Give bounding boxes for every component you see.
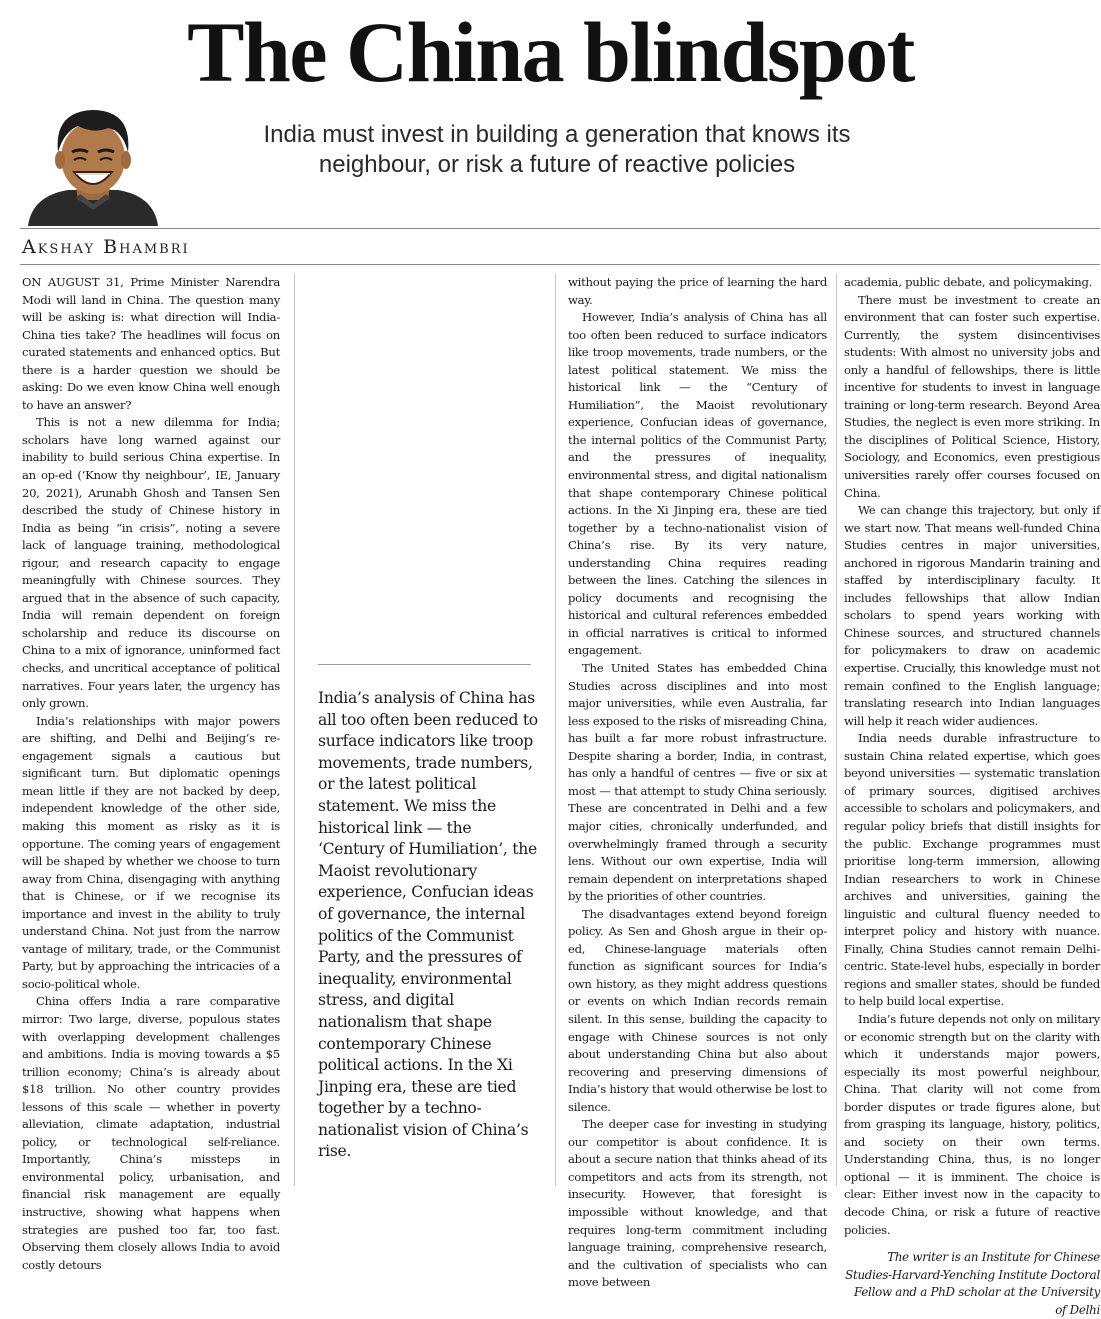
- article-column-3: [568, 274, 827, 1290]
- paragraph: There must be investment to create an environment that can foster such expertise. Currently, the system disincentivises students: With almost no university jobs and only a handful of fellowships, there is little incentive for students to invest in language training or long-term research. Beyond Area Studies, the neglect is even more striking. In the disciplines of Political Science, History, Sociology, and Economics, even prestigious universities rarely offer courses focused on China.: [844, 292, 1100, 500]
- pull-quote-rule: [318, 664, 531, 665]
- byline-rule-top: [20, 228, 1100, 229]
- column-divider: [555, 274, 556, 1186]
- paragraph: The United States has embedded China Studies across disciplines and into most major universities, while even Australia, far less exposed to the risks of misreading China, has built a far more robust infrastructure. Despite sharing a border, India, in contrast, has only a handful of centres — five or six at most — that attempt to study China seriously. These are concentrated in Delhi and a few major cities, chronically underfunded, and overwhelmingly framed through a security lens. Without our own expertise, India will remain dependent on interpretations shaped by the priorities of other countries.: [568, 661, 827, 904]
- paragraph: This is not a new dilemma for India; scholars have long warned against our inability to build serious China expertise. In an op-ed (‘Know thy neighbour’, IE, January 20, 2021), Arunabh Ghosh and Tansen Sen described the study of Chinese history in India as being “in crisis”, noting a severe lack of language training, methodological rigour, and research capacity to engage meaningfully with Chinese sources. They argued that in the absence of such capacity, India will remain dependent on foreign scholarship and reduce its discourse on China to a mix of ignorance, uninformed fact checks, and uncritical acceptance of political narratives. Four years later, the urgency has only grown.: [22, 415, 280, 711]
- paragraph: The disadvantages extend beyond foreign policy. As Sen and Ghosh argue in their op-ed, Chinese-language materials often function as significant sources for India’s own history, as they might address questions or events on which Indian records remain silent. In this sense, building the capacity to engage with Chinese sources is not only about understanding China but also about recovering and preserving dimensions of India’s history that would otherwise be lost to silence.: [568, 906, 827, 1114]
- paragraph: However, India’s analysis of China has all too often been reduced to surface indicators like troop movements, trade numbers, or the latest political statement. We miss the historical link — the “Century of Humiliation”, the Maoist revolutionary experience, Confucian ideas of governance, the internal politics of the Communist Party, and the pressures of inequality, environmental stress, and digital nationalism that shape contemporary Chinese political actions. In the Xi Jinping era, these are tied together by a techno-nationalist vision of China’s rise. By its very nature, understanding China requires reading between the lines. Catching the silences in policy documents and recognising the historical and cultural references embedded in official narratives is critical to informed engagement.: [568, 310, 827, 658]
- article-column-4: [844, 274, 1100, 1317]
- author-byline: Akshay Bhambri: [22, 236, 190, 258]
- column-divider: [294, 274, 295, 1186]
- paragraph: China offers India a rare comparative mirror: Two large, diverse, populous states with overlapping development challenges and ambitions. India is moving towards a $5 trillion economy; China’s is already about $18 trillion. No other country provides lessons of this scale — whether in poverty alleviation, climate adaptation, industrial policy, or technological self-reliance. Importantly, China’s missteps in environmental policy, urbanisation, and financial risk management are equally instructive, showing what happens when strategies are pushed too far, too fast. Observing them closely allows India to avoid costly detours: [22, 994, 280, 1272]
- subheadline-deck: India must invest in building a generation that knows its neighbour, or risk a future of reactive policies: [263, 121, 851, 178]
- paragraph: India’s relationships with major powers are shifting, and Delhi and Beijing’s re-engagement signals a cautious but significant turn. But diplomatic openings mean little if they are not backed by deep, independent knowledge of the other side, making this moment as risky as it is opportune. The coming years of engagement will be shaped by whether we choose to turn away from China, disengaging with anything that is Chinese, or if we recognise its importance and invest in the ability to truly understand China. Not just from the narrow vantage of military, trade, or the Communist Party, but by approaching the intricacies of a socio-political whole.: [22, 713, 280, 991]
- pull-quote: India’s analysis of China has all too often been reduced to surface indicators like troop movements, trade numbers, or the latest political statement. We miss the historical link — the ‘Century of Humiliation’, the Maoist revolutionary experience, Confucian ideas of governance, the internal politics of the Communist Party, and the pressures of inequality, environmental stress, and digital nationalism that shape contemporary Chinese political actions. In the Xi Jinping era, these are tied together by a techno-nationalist vision of China’s rise.: [318, 689, 538, 1161]
- column-divider: [836, 274, 837, 1186]
- paragraph: India needs durable infrastructure to sustain China related expertise, which goes beyond universities — systematic translation of primary sources, digitised archives accessible to scholars and policymakers, and regular policy briefs that distill insights for the public. Exchange programmes must prioritise long-term immersion, allowing Indian researchers to work in Chinese archives and universities, gaining the linguistic and cultural fluency needed to interpret policy and history with nuance. Finally, China Studies cannot remain Delhi-centric. State-level hubs, especially in border regions and smaller states, should be funded to help build local expertise.: [844, 731, 1100, 1009]
- paragraph: academia, public debate, and policymaking.: [844, 275, 1093, 289]
- paragraph: We can change this trajectory, but only if we start now. That means well-funded China Studies centres in major universities, anchored in rigorous Mandarin training and staffed by interdisciplinary faculty. It includes fellowships that allow Indian scholars to spend years working with Chinese sources, and structured channels for policymakers to draw on academic expertise. Crucially, this knowledge must not remain confined to the English language; translating research into Indian languages will help it reach wider audiences.: [844, 503, 1100, 728]
- byline-rule-bottom: [20, 264, 1100, 265]
- paragraph: without paying the price of learning the hard way.: [568, 275, 827, 307]
- paragraph: The deeper case for investing in studying our competitor is about confidence. It is about a secure nation that thinks ahead of its competitors and acts from its strength, not insecurity. However, that foresight is impossible without knowledge, and that requires long-term commitment including language training, comprehensive research, and the cultivation of specialists who can move between: [568, 1117, 827, 1290]
- article-column-1: [22, 274, 280, 1272]
- paragraph: ON AUGUST 31, Prime Minister Narendra Modi will land in China. The question many will be asking is: what direction will India-China ties take? The headlines will focus on curated statements and enhanced optics. But there is a harder question we should be asking: Do we even know China well enough to have an answer?: [22, 275, 280, 412]
- paragraph: India’s future depends not only on military or economic strength but on the clarity with which it understands major powers, especially its most powerful neighbour, China. That clarity will not come from border disputes or trade figures alone, but from grasping its language, history, politics, and society on their own terms. Understanding China, thus, is no longer optional — it is imminent. The choice is clear: Either invest now in the capacity to decode China, or risk a future of reactive policies.: [844, 1011, 1100, 1237]
- headline: The China blindspot: [187, 4, 914, 100]
- author-credit: The writer is an Institute for Chinese Studies-Harvard-Yenching Institute Doctoral Fellow and a PhD scholar at the University of Delhi: [845, 1250, 1100, 1317]
- author-caricature: [18, 100, 168, 226]
